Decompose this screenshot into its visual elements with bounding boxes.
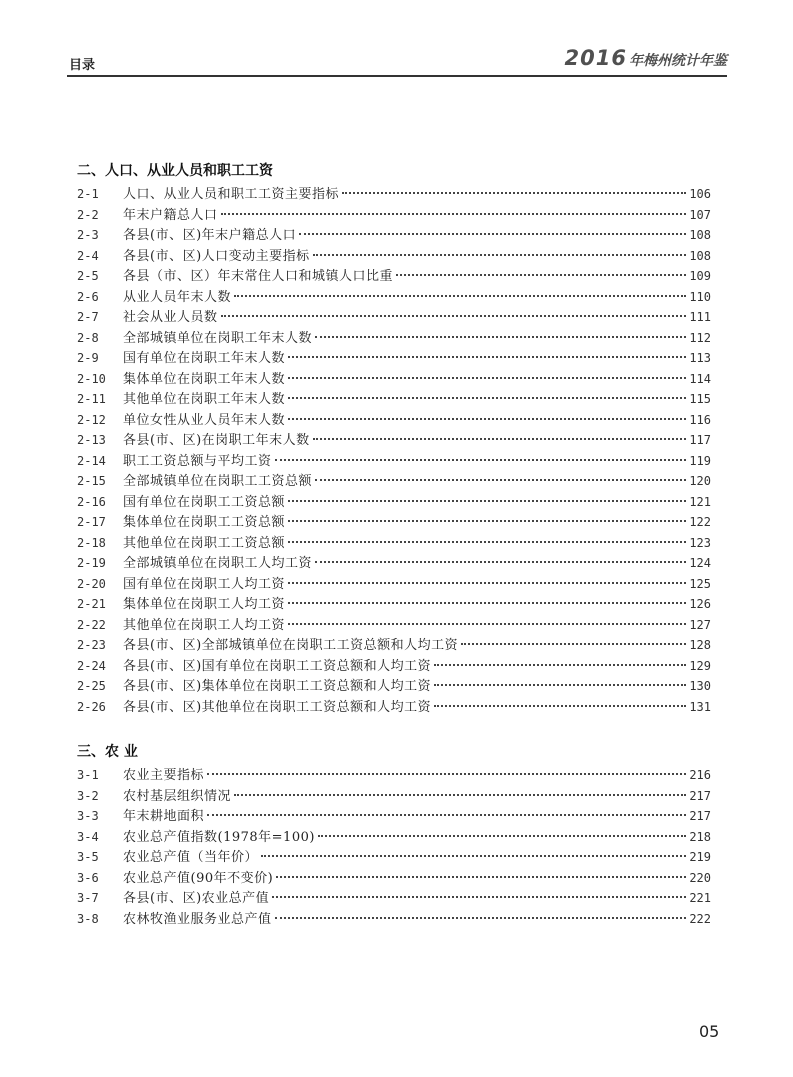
toc-entry[interactable] [77,908,711,929]
toc-dot-leader [434,705,686,707]
toc-entry[interactable] [77,826,711,847]
toc-entry-number: 2-9 [77,351,99,365]
toc-entry-number: 2-26 [77,699,106,714]
toc-dot-leader [434,664,686,666]
toc-entry-page: 216 [689,768,711,782]
toc-entry[interactable] [77,429,711,450]
toc-entry[interactable] [77,887,711,908]
toc-entry-page: 130 [689,679,711,693]
toc-entry[interactable] [77,450,711,471]
toc-entry[interactable] [77,696,711,717]
toc-entry-title: 年末户籍总人口 [123,207,218,223]
page-header [0,0,793,80]
page-number: 05 [699,1022,720,1041]
toc-entry-number: 2-25 [77,679,106,693]
toc-entry[interactable] [77,286,711,307]
toc-entry-title: 职工工资总额与平均工资 [123,453,272,469]
toc-entry[interactable] [77,846,711,867]
toc-entry-title: 全部城镇单位在岗职工人均工资 [123,556,313,571]
toc-entry-page: 116 [689,412,711,427]
toc-entry-title: 全部城镇单位在岗职工工资总额 [123,474,313,489]
header-rule [67,75,727,77]
toc-entry[interactable] [77,532,711,553]
toc-entry-page: 123 [689,535,711,550]
toc-entry-title: 各县(市、区)农业总产值 [123,891,270,906]
toc-entry-title: 各县(市、区)国有单位在岗职工工资总额和人均工资 [123,658,432,674]
toc-dot-leader [288,356,686,358]
toc-dot-leader [288,500,686,502]
toc-entry-page: 112 [689,330,711,345]
toc-entry-page: 221 [689,891,711,905]
toc-dot-leader [288,377,686,379]
toc-dot-leader [288,541,686,543]
toc-entry-number: 2-11 [77,392,106,406]
toc-entry-page: 119 [689,453,711,468]
toc-entry[interactable] [77,614,711,635]
toc-entry[interactable] [77,593,711,614]
toc-entry-title: 国有单位在岗职工人均工资 [123,576,286,592]
toc-entry[interactable] [77,245,711,266]
toc-entry[interactable] [77,805,711,826]
toc-entry-number: 2-4 [77,248,99,263]
toc-entry-page: 129 [689,658,711,673]
toc-entry[interactable] [77,388,711,409]
toc-entry-page: 126 [689,597,711,611]
toc-dot-leader [261,855,686,857]
toc-dot-leader [207,814,686,816]
toc-entry-page: 122 [689,515,711,529]
toc-entry-number: 3-2 [77,788,99,803]
toc-entry-page: 128 [689,638,711,652]
toc-entry-page: 115 [689,392,711,406]
toc-dot-leader [234,794,686,796]
toc-entry-page: 108 [689,228,711,242]
toc-entry-number: 3-7 [77,891,99,905]
toc-entry-title: 农业总产值（当年价） [123,850,259,865]
toc-entry-title: 其他单位在岗职工人均工资 [123,617,286,633]
toc-dot-leader [288,418,686,420]
toc-entry-page: 220 [689,870,711,885]
toc-dot-leader [315,336,686,338]
toc-entry-number: 3-5 [77,850,99,864]
toc-entry-number: 2-20 [77,576,106,591]
toc-dot-leader [396,274,686,276]
toc-list-agriculture [77,764,711,928]
toc-entry[interactable] [77,552,711,573]
toc-entry-page: 127 [689,617,711,632]
toc-entry-page: 106 [689,187,711,201]
toc-dot-leader [299,233,686,235]
toc-dot-leader [288,397,686,399]
toc-entry-number: 2-1 [77,187,99,201]
toc-dot-leader [221,213,687,215]
toc-entry-title: 农业主要指标 [123,768,205,783]
toc-entry-page: 114 [689,371,711,386]
toc-dot-leader [207,773,686,775]
toc-entry-page: 222 [689,911,711,926]
toc-entry-number: 3-3 [77,809,99,823]
toc-entry-number: 3-4 [77,829,99,844]
toc-dot-leader [342,192,686,194]
toc-entry-title: 国有单位在岗职工工资总额 [123,494,286,510]
toc-entry-number: 3-6 [77,870,99,885]
toc-entry[interactable] [77,491,711,512]
toc-entry-page: 108 [689,248,711,263]
toc-dot-leader [313,438,687,440]
section-title-population: 二、人口、从业人员和职工工资 [77,163,273,179]
toc-entry-number: 2-3 [77,228,99,242]
toc-entry[interactable] [77,204,711,225]
toc-entry-title: 各县(市、区)集体单位在岗职工工资总额和人均工资 [123,679,432,694]
toc-entry-title: 集体单位在岗职工人均工资 [123,597,286,612]
toc-entry-title: 人口、从业人员和职工工资主要指标 [123,187,340,202]
toc-entry-number: 2-19 [77,556,106,570]
toc-entry-page: 217 [689,788,711,803]
toc-entry[interactable] [77,265,711,286]
toc-entry-page: 219 [689,850,711,864]
toc-entry-title: 年末耕地面积 [123,809,205,824]
toc-dot-leader [234,295,686,297]
toc-entry-title: 农林牧渔业服务业总产值 [123,911,272,927]
toc-entry-page: 109 [689,269,711,283]
toc-entry[interactable] [77,347,711,368]
toc-entry-title: 各县(市、区)年末户籍总人口 [123,228,297,243]
toc-entry[interactable] [77,785,711,806]
toc-entry[interactable] [77,409,711,430]
toc-entry-number: 2-17 [77,515,106,529]
toc-entry-number: 2-6 [77,289,99,304]
toc-entry-title: 从业人员年末人数 [123,289,232,305]
toc-entry-number: 2-5 [77,269,99,283]
toc-dot-leader [275,459,687,461]
toc-dot-leader [434,684,686,686]
toc-entry[interactable] [77,224,711,245]
toc-entry-number: 2-24 [77,658,106,673]
toc-entry-title: 全部城镇单位在岗职工年末人数 [123,330,313,346]
toc-entry-number: 2-23 [77,638,106,652]
toc-entry-title: 国有单位在岗职工年末人数 [123,351,286,366]
toc-entry[interactable] [77,764,711,785]
header-book-title [565,46,727,70]
toc-entry-number: 2-10 [77,371,106,386]
toc-entry-number: 3-1 [77,768,99,782]
toc-entry[interactable] [77,867,711,888]
toc-entry-number: 2-15 [77,474,106,488]
toc-entry-page: 121 [689,494,711,509]
toc-dot-leader [288,623,686,625]
toc-entry[interactable] [77,634,711,655]
header-section-label: 目录 [69,58,96,73]
toc-entry-title: 集体单位在岗职工工资总额 [123,515,286,530]
toc-entry[interactable] [77,655,711,676]
header-title: 年梅州统计年鉴 [629,53,727,69]
toc-entry-number: 2-7 [77,310,99,324]
toc-entry-number: 2-8 [77,330,99,345]
toc-entry-page: 125 [689,576,711,591]
toc-entry-title: 农村基层组织情况 [123,788,232,804]
header-year: 2016 [564,46,627,70]
toc-dot-leader [313,254,687,256]
toc-entry-number: 3-8 [77,911,99,926]
toc-entry[interactable] [77,511,711,532]
toc-entry-number: 2-13 [77,433,106,447]
toc-dot-leader [315,561,686,563]
toc-entry-title: 农业总产值指数(1978年=100) [123,829,315,845]
toc-entry-title: 社会从业人员数 [123,310,218,325]
toc-entry-page: 131 [689,699,711,714]
toc-entry-title: 各县(市、区)全部城镇单位在岗职工工资总额和人均工资 [123,638,459,653]
toc-entry[interactable] [77,183,711,204]
toc-dot-leader [288,602,686,604]
toc-entry-title: 单位女性从业人员年末人数 [123,412,286,428]
toc-entry[interactable] [77,368,711,389]
toc-entry-title: 各县（市、区）年末常住人口和城镇人口比重 [123,269,394,284]
toc-entry[interactable] [77,675,711,696]
toc-entry-title: 集体单位在岗职工年末人数 [123,371,286,387]
toc-entry-page: 111 [689,310,711,324]
toc-entry[interactable] [77,306,711,327]
toc-entry-number: 2-12 [77,412,106,427]
toc-entry-title: 农业总产值(90年不变价) [123,870,274,886]
toc-dot-leader [272,896,686,898]
toc-entry[interactable] [77,573,711,594]
toc-dot-leader [288,582,686,584]
toc-entry-page: 218 [689,829,711,844]
toc-entry-number: 2-18 [77,535,106,550]
toc-entry-title: 各县(市、区)在岗职工年末人数 [123,433,310,448]
toc-entry-page: 217 [689,809,711,823]
toc-entry-number: 2-21 [77,597,106,611]
toc-entry-page: 110 [689,289,711,304]
toc-dot-leader [315,479,686,481]
toc-entry[interactable] [77,470,711,491]
toc-entry-page: 120 [689,474,711,488]
toc-list-population [77,183,711,716]
toc-entry-title: 各县(市、区)人口变动主要指标 [123,248,310,264]
toc-entry-page: 113 [689,351,711,365]
toc-dot-leader [461,643,686,645]
toc-entry-number: 2-2 [77,207,99,222]
toc-entry-number: 2-16 [77,494,106,509]
toc-dot-leader [221,315,687,317]
toc-entry-page: 117 [689,433,711,447]
toc-dot-leader [288,520,686,522]
section-title-agriculture: 三、农 业 [77,744,138,760]
toc-entry[interactable] [77,327,711,348]
toc-entry-title: 其他单位在岗职工工资总额 [123,535,286,551]
toc-dot-leader [318,835,686,837]
toc-entry-number: 2-14 [77,453,106,468]
toc-entry-title: 其他单位在岗职工年末人数 [123,392,286,407]
toc-dot-leader [275,917,687,919]
toc-entry-page: 107 [689,207,711,222]
toc-entry-page: 124 [689,556,711,570]
toc-entry-title: 各县(市、区)其他单位在岗职工工资总额和人均工资 [123,699,432,715]
toc-entry-number: 2-22 [77,617,106,632]
toc-dot-leader [276,876,686,878]
